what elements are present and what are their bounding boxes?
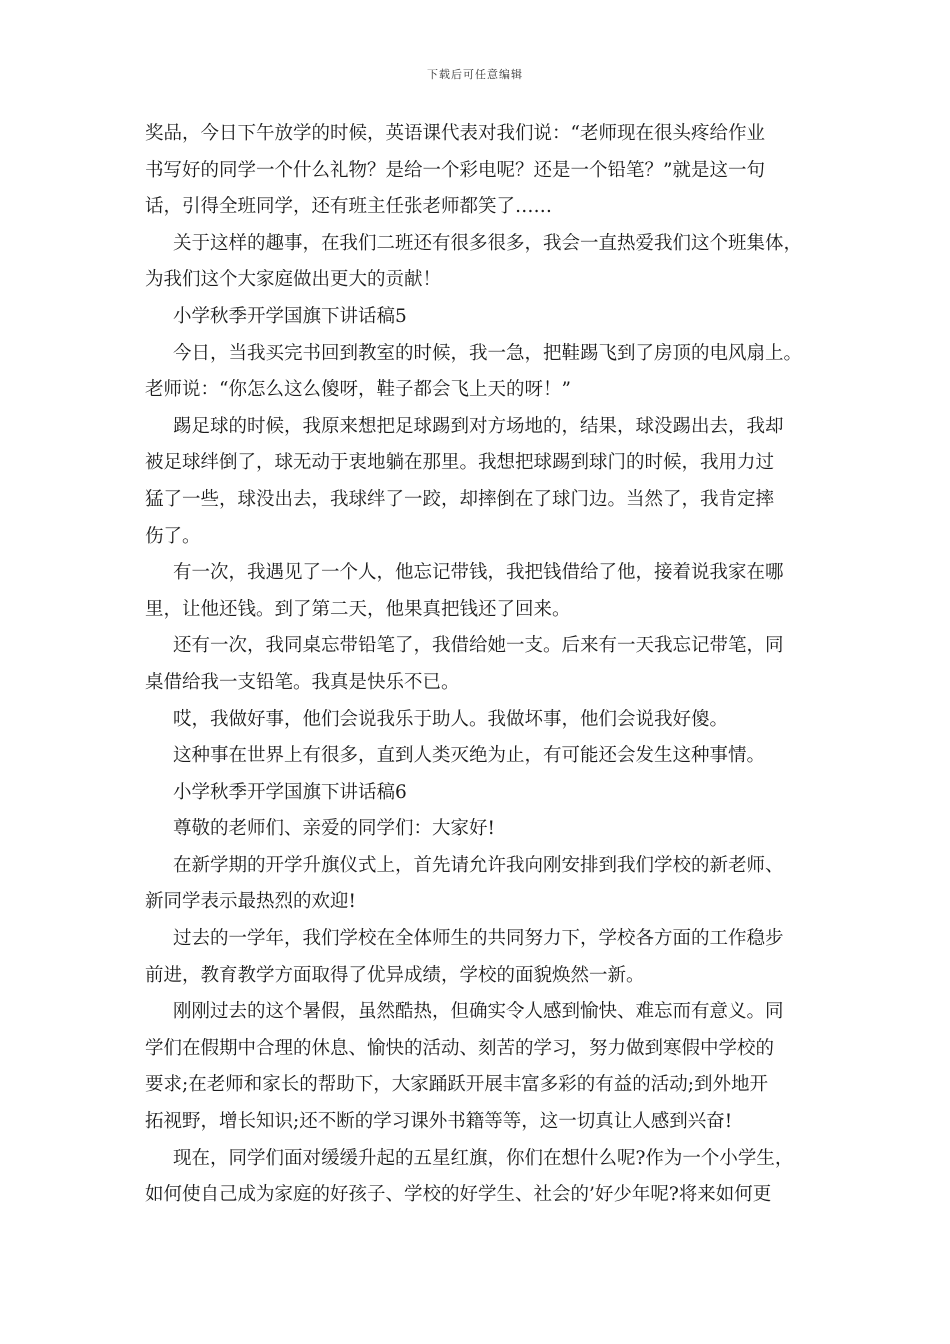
text-line: 尊敬的老师们、亲爱的同学们：大家好! <box>173 818 495 840</box>
text-line: 踢足球的时候，我原来想把足球踢到对方场地的，结果，球没踢出去，我却 <box>173 415 784 437</box>
text-line: 老师说：“你怎么这么傻呀，鞋子都会飞上天的呀！” <box>145 379 571 401</box>
text-line: 伤了。 <box>145 525 201 547</box>
text-line: 有一次，我遇见了一个人，他忘记带钱，我把钱借给了他，接着说我家在哪 <box>173 562 784 584</box>
text-line: 在新学期的开学升旗仪式上，首先请允许我向刚安排到我们学校的新老师、 <box>173 854 784 876</box>
text-line: 哎，我做好事，他们会说我乐于助人。我做坏事，他们会说我好傻。 <box>173 708 729 730</box>
text-line: 被足球绊倒了，球无动于衷地躺在那里。我想把球踢到球门的时候，我用力过 <box>145 452 775 474</box>
text-line: 猛了一些，球没出去，我球绊了一跤，却摔倒在了球门边。当然了，我肯定摔 <box>145 488 775 510</box>
document-body <box>145 116 817 1214</box>
text-line: 关于这样的趣事，在我们二班还有很多很多，我会一直热爱我们这个班集体， <box>173 232 803 254</box>
text-line: 刚刚过去的这个暑假，虽然酷热，但确实令人感到愉快、难忘而有意义。同 <box>173 1001 784 1023</box>
text-line: 过去的一学年，我们学校在全体师生的共同努力下，学校各方面的工作稳步 <box>173 928 784 950</box>
text-line: 还有一次，我同桌忘带铅笔了，我借给她一支。后来有一天我忘记带笔，同 <box>173 635 784 657</box>
text-line: 拓视野，增长知识;还不断的学习课外书籍等等，这一切真让人感到兴奋! <box>145 1111 733 1133</box>
text-line: 话，引得全班同学，还有班主任张老师都笑了…… <box>145 196 553 218</box>
text-line: 小学秋季开学国旗下讲话稿6 <box>173 781 407 803</box>
text-line: 学们在假期中合理的休息、愉快的活动、刻苦的学习，努力做到寒假中学校的 <box>145 1037 775 1059</box>
text-line: 奖品，今日下午放学的时候，英语课代表对我们说：“老师现在很头疼给作业 <box>145 123 765 144</box>
page-header: 下载后可任意编辑 <box>427 68 523 81</box>
text-line: 现在，同学们面对缓缓升起的五星红旗，你们在想什么呢?作为一个小学生， <box>173 1147 794 1169</box>
text-line: 里，让他还钱。到了第二天，他果真把钱还了回来。 <box>145 598 571 620</box>
text-line: 今日，当我买完书回到教室的时候，我一急，把鞋踢飞到了房顶的电风扇上。 <box>173 342 803 364</box>
text-line: 前进，教育教学方面取得了优异成绩，学校的面貌焕然一新。 <box>145 964 645 986</box>
text-line: 书写好的同学一个什么礼物？是给一个彩电呢？还是一个铅笔？”就是这一句 <box>145 159 765 181</box>
text-line: 要求;在老师和家长的帮助下，大家踊跃开展丰富多彩的有益的活动;到外地开 <box>145 1074 768 1096</box>
text-line: 这种事在世界上有很多，直到人类灭绝为止，有可能还会发生这种事情。 <box>173 745 766 767</box>
text-line: 为我们这个大家庭做出更大的贡献！ <box>145 269 442 291</box>
text-line: 桌借给我一支铅笔。我真是快乐不已。 <box>145 671 460 693</box>
text-line: 小学秋季开学国旗下讲话稿5 <box>173 305 407 327</box>
text-line: 如何使自己成为家庭的好孩子、学校的好学生、社会的’好少年呢?将来如何更 <box>145 1184 772 1206</box>
text-line: 新同学表示最热烈的欢迎! <box>145 891 356 913</box>
